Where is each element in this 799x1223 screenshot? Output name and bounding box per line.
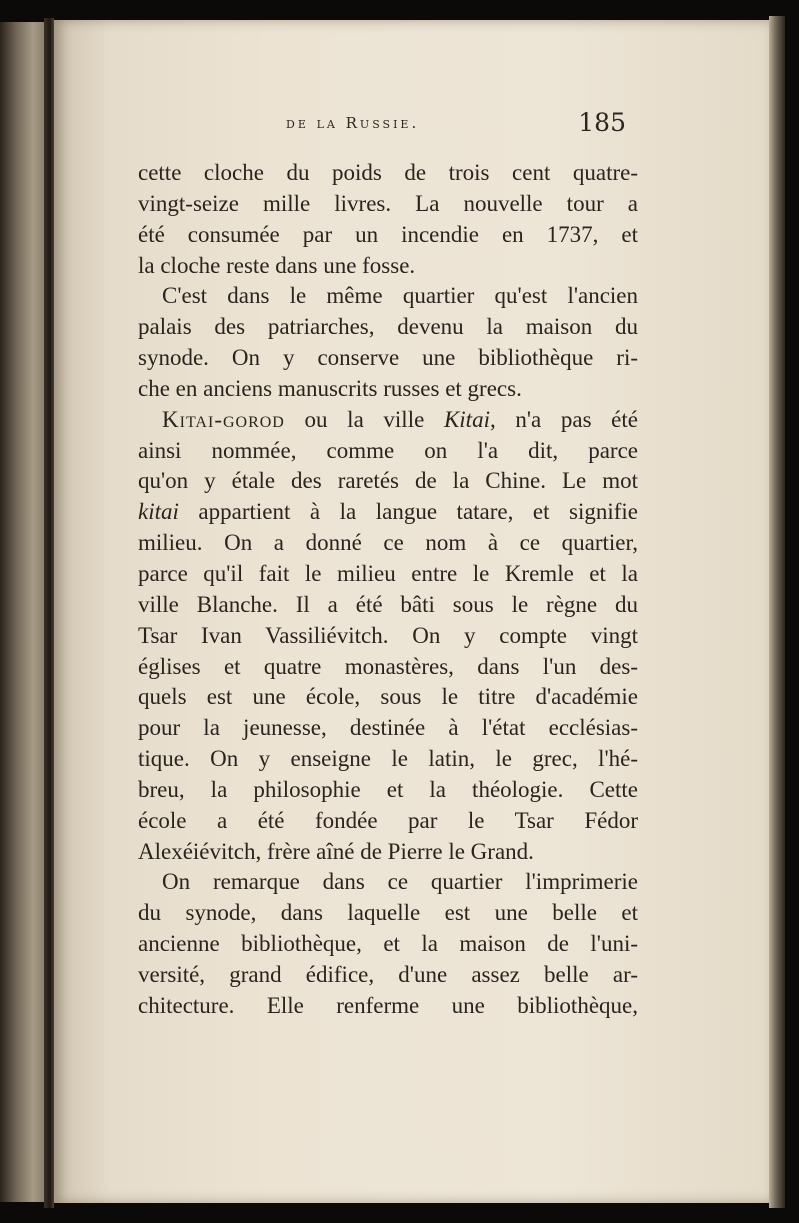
text-line: pour la jeunesse, destinée à l'état ecclésias- [138, 715, 638, 741]
page-number: 185 [578, 108, 626, 137]
page-header [286, 108, 626, 142]
body-text [138, 158, 638, 1022]
previous-page-edge [0, 22, 44, 1202]
text-run: , n'a pas été [489, 406, 638, 432]
text-line: milieu. On a donné ce nom à ce quartier, [138, 530, 638, 556]
text-line: che en anciens manuscrits russes et grecs. [138, 375, 522, 401]
text-line: églises et quatre monastères, dans l'un des- [138, 653, 638, 679]
text-line: ancienne bibliothèque, et la maison de l'uni- [138, 931, 638, 957]
text-line: Alexéiévitch, frère aîné de Pierre le Grand. [138, 838, 534, 864]
text-line: C'est dans le même quartier qu'est l'ancien [162, 283, 638, 309]
italic-term: Kitai [443, 406, 490, 432]
italic-term: kitai [138, 499, 179, 525]
paragraph-1 [138, 158, 638, 281]
text-line: du synode, dans laquelle est une belle et [138, 900, 638, 926]
text-line: quels est une école, sous le titre d'académie [138, 684, 638, 710]
running-head: de la Russie. [286, 114, 420, 132]
text-run: appartient à la langue tatare, et signifie [178, 499, 638, 525]
text-line [138, 497, 638, 528]
text-line: cette cloche du poids de trois cent quatre- [138, 160, 638, 185]
text-line: synode. On y conserve une bibliothèque ri- [138, 345, 638, 371]
text-line: la cloche reste dans une fosse. [138, 252, 416, 278]
text-line: breu, la philosophie et la théologie. Cette [138, 776, 638, 802]
text-line: ainsi nommée, comme on l'a dit, parce [138, 437, 638, 463]
place-name-smallcaps: Kitai-gorod [162, 406, 285, 432]
text-line: qu'on y étale des raretés de la Chine. Le mot [138, 468, 638, 494]
text-line [138, 405, 638, 436]
text-line: chitecture. Elle renferme une bibliothèque, [138, 992, 638, 1018]
text-line: palais des patriarches, devenu la maison du [138, 314, 638, 340]
book-gutter [44, 18, 54, 1208]
text-line: On remarque dans ce quartier l'imprimerie [162, 869, 638, 895]
text-run: ou la ville [284, 406, 444, 432]
text-line: été consumée par un incendie en 1737, et [138, 221, 638, 247]
page-stack-edge [769, 16, 785, 1208]
text-line: Tsar Ivan Vassiliévitch. On y compte vingt [138, 622, 638, 648]
text-line: tique. On y enseigne le latin, le grec, l'hé- [138, 746, 638, 772]
text-line: vingt-seize mille livres. La nouvelle tour a [138, 190, 638, 216]
text-line: ville Blanche. Il a été bâti sous le règne du [138, 591, 638, 617]
paragraph-3 [138, 405, 638, 868]
text-line: école a été fondée par le Tsar Fédor [138, 807, 638, 833]
paragraph-4 [138, 867, 638, 1021]
text-line: parce qu'il fait le milieu entre le Kremle et la [138, 560, 638, 586]
text-line: versité, grand édifice, d'une assez belle ar- [138, 961, 638, 987]
paragraph-2 [138, 281, 638, 404]
